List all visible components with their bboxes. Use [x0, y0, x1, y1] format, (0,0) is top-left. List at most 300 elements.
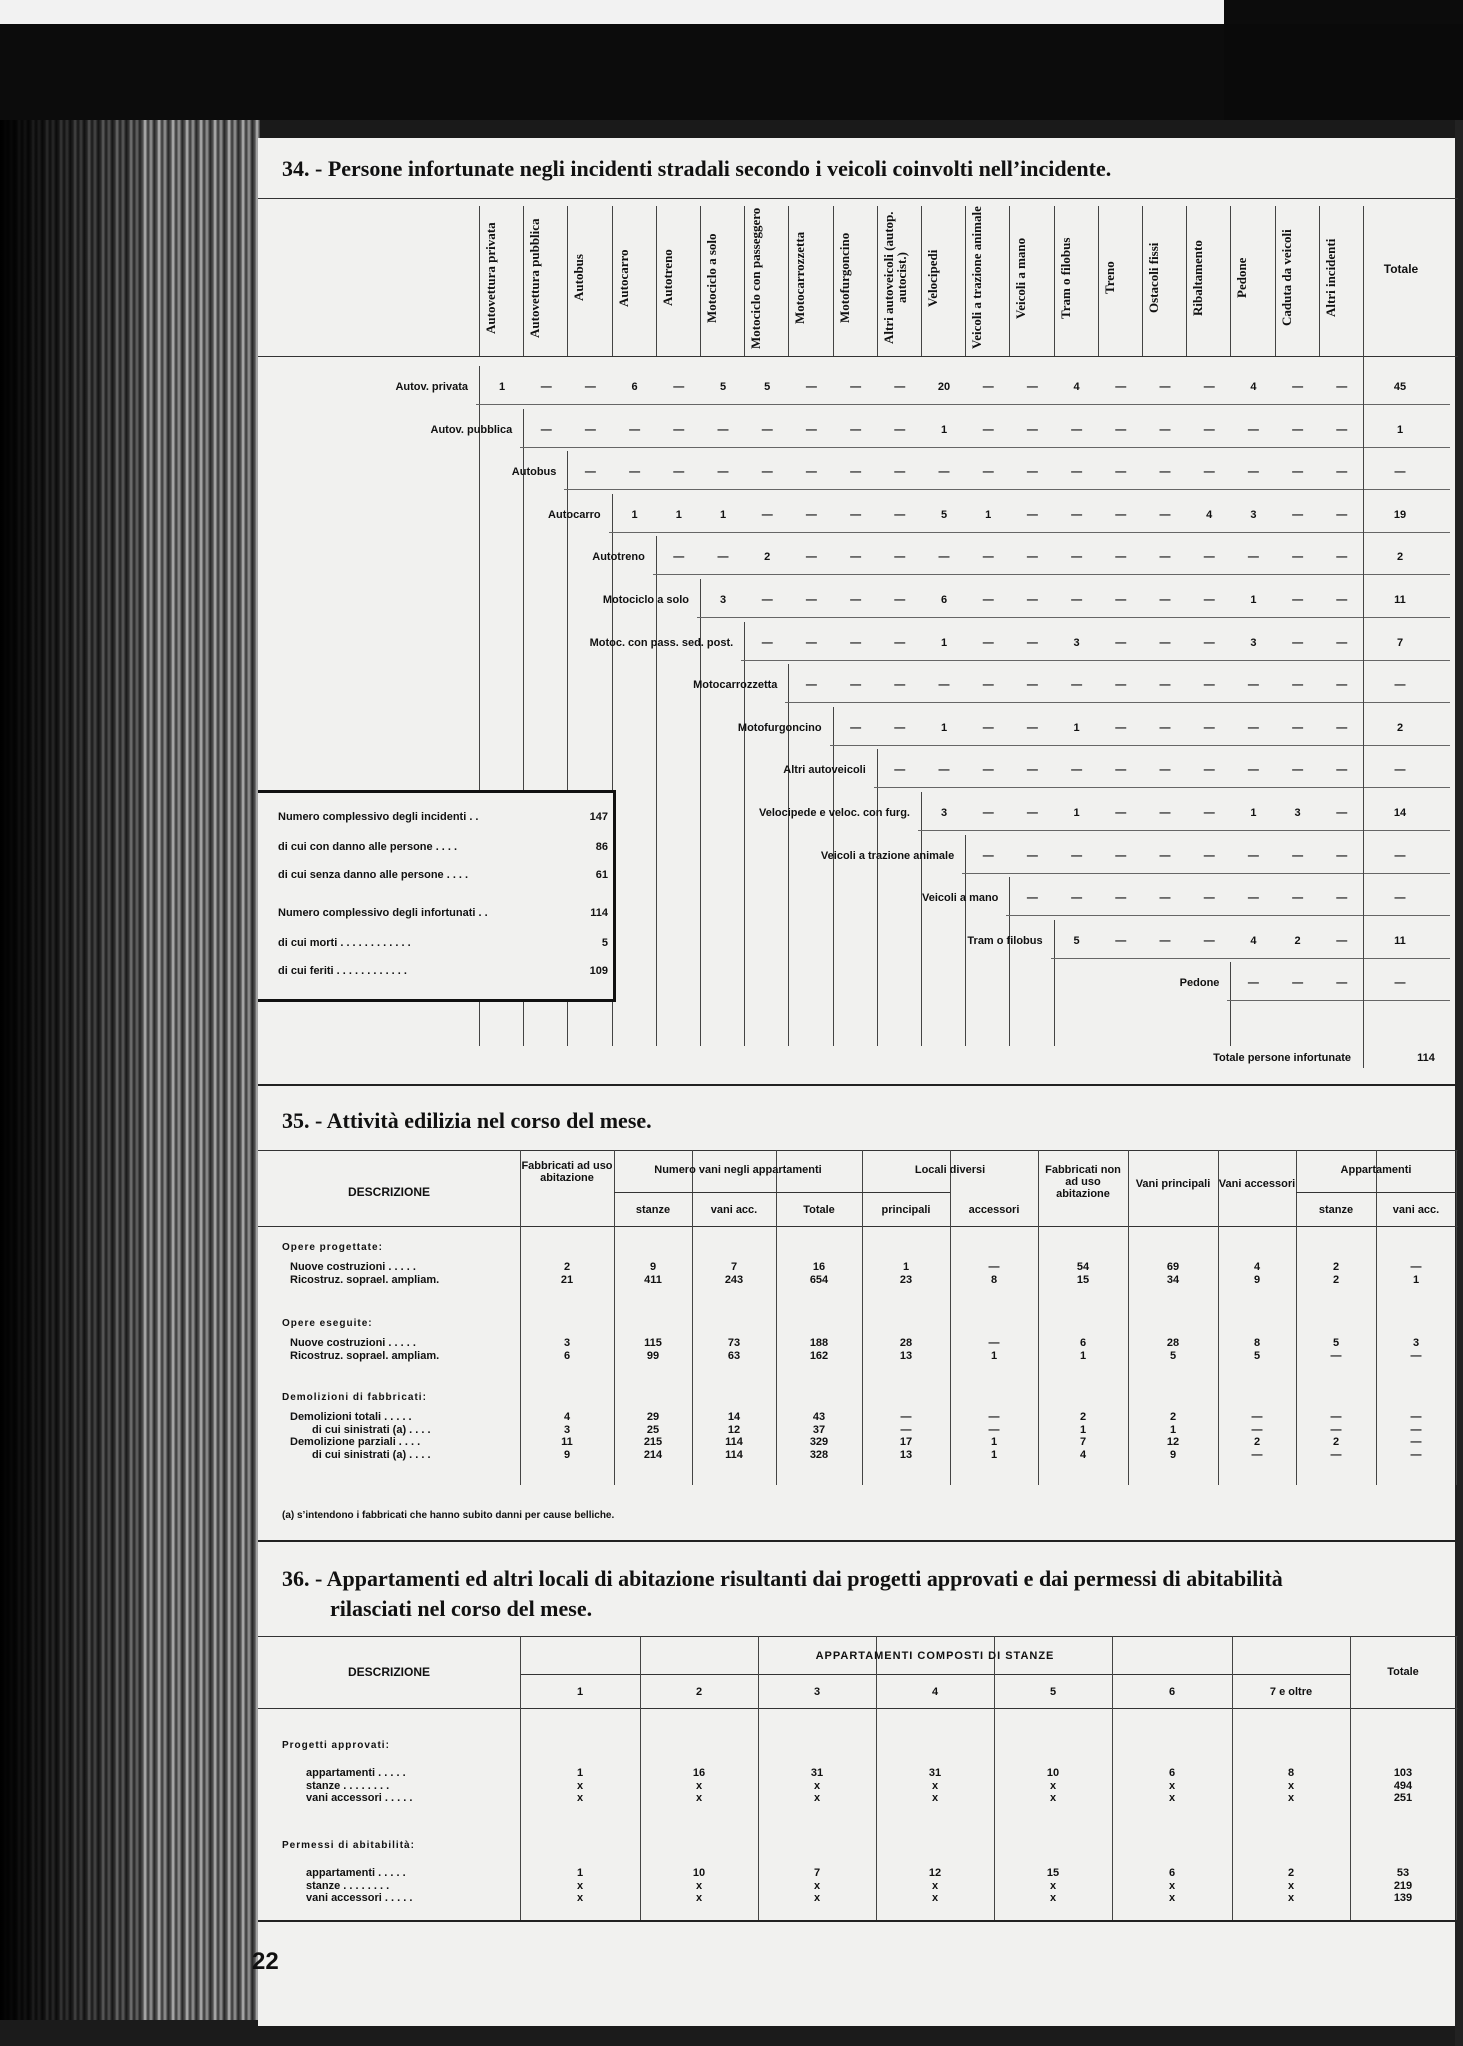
cell: 4	[1079, 1448, 1087, 1461]
cell: —	[1071, 423, 1083, 436]
cell: —	[540, 423, 552, 436]
total-sep	[1363, 356, 1364, 1068]
cell: —	[1410, 1423, 1422, 1436]
cell: —	[717, 423, 729, 436]
cell: 99	[646, 1349, 660, 1362]
row-total: 45	[1393, 381, 1407, 393]
cell: —	[1115, 423, 1127, 436]
row-total: —	[1394, 892, 1406, 905]
row-label-5: Motociclo a solo	[602, 594, 689, 606]
table-34-title: 34. - Persone infortunate negli incidenti stradali secondo i veicoli coinvolti nell’incidente.	[282, 156, 1112, 181]
header-vani-accessori: Vani accessori	[1218, 1178, 1296, 1190]
cell: 329	[809, 1436, 829, 1448]
cell: —	[1336, 721, 1348, 734]
col-sep	[965, 206, 966, 356]
row-label-1: Autov. pubblica	[430, 423, 513, 436]
rule	[258, 1636, 1458, 1637]
cell: x	[1287, 1792, 1295, 1804]
cell: —	[1115, 636, 1127, 649]
cell: 25	[646, 1423, 660, 1436]
cell: —	[1292, 892, 1304, 905]
cell: —	[894, 636, 906, 649]
col-header-8: Motofurgoncino	[836, 232, 852, 324]
cell: —	[1336, 381, 1348, 393]
row-label: Demolizioni totali . . . . .	[290, 1411, 412, 1423]
row-stair	[700, 579, 701, 1046]
summary-label: di cui feriti . . . . . . . . . . . .	[278, 965, 407, 977]
cell: 1	[1079, 1349, 1087, 1362]
header-vani-princ: Vani principali	[1135, 1178, 1211, 1190]
cell: x	[931, 1892, 939, 1904]
header-fabbr-ab: Fabbricati ad uso abitazione	[521, 1160, 613, 1184]
cell: x	[695, 1879, 703, 1892]
cell: —	[1336, 508, 1348, 521]
cell: 188	[809, 1337, 829, 1349]
cell: —	[1247, 551, 1259, 564]
cell: —	[1071, 892, 1083, 905]
cell: 654	[809, 1273, 829, 1286]
cell: 6	[631, 381, 638, 393]
cell: 5	[940, 508, 948, 521]
row-total: 2	[1396, 721, 1404, 734]
cell: 1	[1250, 807, 1257, 819]
cell: 1	[719, 508, 727, 521]
header-stanze: stanze	[635, 1204, 671, 1216]
cell: 13	[899, 1448, 913, 1461]
cell: 5	[764, 381, 771, 393]
cell: 12	[928, 1867, 942, 1879]
cell: 10	[692, 1867, 706, 1879]
cell: 214	[643, 1448, 663, 1461]
cell: 2	[1169, 1411, 1177, 1423]
cell: —	[805, 594, 817, 606]
cell: 15	[1076, 1273, 1090, 1286]
cell: —	[1292, 594, 1304, 606]
cell: 37	[812, 1423, 826, 1436]
header-vani-acc: vani acc.	[710, 1204, 758, 1216]
cell: x	[576, 1892, 584, 1904]
cell: —	[1292, 381, 1304, 393]
cell: 28	[1166, 1337, 1180, 1349]
col-header-2: Autobus	[571, 254, 587, 302]
col-header-4: Autotreno	[659, 249, 675, 307]
cell: 6	[1168, 1867, 1176, 1879]
summary-value: 109	[589, 965, 608, 977]
cell: —	[761, 636, 773, 649]
row-label: Demolizione parziali . . . .	[290, 1436, 421, 1448]
rule	[258, 1920, 1458, 1922]
row-total: 219	[1393, 1879, 1413, 1892]
cell: 3	[1250, 508, 1257, 521]
summary-label: di cui morti . . . . . . . . . . . .	[278, 937, 411, 949]
total-header: Totale	[1383, 262, 1419, 276]
cell: —	[1336, 551, 1348, 564]
row-rule	[741, 660, 1450, 661]
cell: 6	[1079, 1337, 1087, 1349]
cell: —	[1115, 807, 1127, 819]
col-sep	[788, 206, 789, 356]
group-label: Opere progettate:	[282, 1242, 383, 1253]
header-col-2: 3	[813, 1686, 821, 1698]
row-stair	[965, 835, 966, 1046]
col-sep	[833, 206, 834, 356]
cell: x	[695, 1892, 703, 1904]
rule	[258, 1150, 1458, 1151]
header-descr: DESCRIZIONE	[347, 1665, 430, 1679]
col-header-3: Autocarro	[615, 249, 631, 307]
header-col-5: 6	[1168, 1686, 1176, 1698]
group-label: Demolizioni di fabbricati:	[282, 1392, 427, 1403]
cell: 31	[810, 1767, 824, 1779]
row-rule	[609, 532, 1450, 533]
cell: —	[988, 1261, 1000, 1273]
cell: —	[1026, 594, 1038, 606]
cell: —	[805, 466, 817, 479]
cell: 7	[813, 1867, 821, 1879]
row-label-10: Velocipede e veloc. con furg.	[759, 807, 910, 819]
row-total: 7	[1396, 636, 1404, 649]
cell: 9	[563, 1448, 571, 1461]
cell: 1	[1073, 721, 1080, 734]
row-rule	[653, 574, 1450, 575]
row-label-9: Altri autoveicoli	[783, 764, 866, 777]
cell: —	[1292, 721, 1304, 734]
rule	[520, 1674, 1350, 1675]
cell: —	[1336, 636, 1348, 649]
cell: x	[576, 1792, 584, 1804]
cell: —	[1159, 934, 1171, 947]
cell: —	[1410, 1411, 1422, 1423]
cell: —	[1336, 934, 1348, 947]
cell: —	[1026, 679, 1038, 692]
cell: 15	[1046, 1867, 1060, 1879]
cell: —	[717, 466, 729, 479]
cell: —	[1203, 679, 1215, 692]
summary-value: 61	[595, 869, 608, 881]
cell: —	[805, 679, 817, 692]
cell: —	[1292, 977, 1304, 990]
cell: x	[1049, 1892, 1057, 1904]
cell: —	[1336, 764, 1348, 777]
col-header-14: Treno	[1101, 261, 1117, 295]
cell: —	[982, 594, 994, 606]
summary-value: 114	[590, 907, 608, 919]
header-col-3: 4	[931, 1686, 939, 1698]
cell: 14	[727, 1411, 741, 1423]
cell: —	[900, 1423, 912, 1436]
cell: —	[894, 381, 906, 393]
header-num-vani: Numero vani negli appartamenti	[654, 1164, 822, 1176]
cell: —	[1026, 636, 1038, 649]
cell: —	[850, 466, 862, 479]
cell: —	[1247, 849, 1259, 862]
rule	[258, 1226, 1458, 1227]
cell: 13	[899, 1349, 913, 1362]
row-stair	[877, 749, 878, 1046]
cell: 115	[644, 1337, 662, 1349]
cell: x	[576, 1879, 584, 1892]
cell: 1	[675, 508, 682, 521]
cell: —	[1115, 679, 1127, 692]
cell: —	[1115, 508, 1127, 521]
cell: —	[1336, 423, 1348, 436]
cell: —	[1159, 849, 1171, 862]
cell: —	[850, 508, 862, 521]
cell: x	[1049, 1879, 1057, 1892]
row-rule	[830, 745, 1450, 746]
cell: —	[982, 381, 994, 393]
row-label: vani accessori . . . . .	[306, 1792, 413, 1804]
row-label: appartamenti . . . . .	[306, 1767, 406, 1779]
row-total: 2	[1396, 551, 1404, 564]
cell: x	[931, 1792, 939, 1804]
cell: 2	[1332, 1261, 1340, 1273]
cell: —	[1336, 849, 1348, 862]
cell: —	[1115, 381, 1127, 393]
cell: —	[673, 423, 685, 436]
cell: —	[894, 679, 906, 692]
summary-row-5	[278, 965, 608, 977]
cell: 4	[1206, 508, 1213, 521]
cell: 3	[1412, 1337, 1420, 1349]
row-label-7: Motocarrozzetta	[693, 679, 778, 692]
header-app-vani: vani acc.	[1392, 1204, 1440, 1216]
cell: 31	[928, 1767, 942, 1779]
grand-total-value: 114	[1417, 1052, 1435, 1064]
cell: 1	[902, 1261, 910, 1273]
cell: —	[1115, 934, 1127, 947]
group-label: Progetti approvati:	[282, 1740, 390, 1751]
cell: —	[1026, 508, 1038, 521]
cell: x	[813, 1792, 821, 1804]
header-descr: DESCRIZIONE	[347, 1185, 430, 1199]
row-label-11: Veicoli a trazione animale	[820, 849, 955, 862]
cell: 9	[649, 1261, 657, 1273]
row-stair	[656, 536, 657, 1046]
cell: —	[1159, 636, 1171, 649]
cell: —	[894, 551, 906, 564]
header-col-6: 7 e oltre	[1269, 1686, 1313, 1698]
cell: 3	[1073, 636, 1080, 649]
section-divider	[258, 1540, 1458, 1542]
col-sep	[1363, 206, 1364, 356]
col-header-19: Altri incidenti	[1322, 238, 1338, 318]
cell: —	[1026, 807, 1038, 819]
row-label: stanze . . . . . . . .	[306, 1879, 390, 1892]
cell: —	[1292, 679, 1304, 692]
cell: —	[1159, 466, 1171, 479]
col-header-13: Tram o filobus	[1057, 237, 1073, 319]
cell: 1	[498, 381, 506, 393]
cell: 1	[1073, 807, 1080, 819]
col-sep	[1230, 206, 1231, 356]
cell: —	[982, 423, 994, 436]
cell: —	[1247, 892, 1259, 905]
cell: 34	[1166, 1273, 1180, 1286]
cell: 114	[725, 1448, 743, 1461]
cell: —	[1026, 849, 1038, 862]
cell: —	[673, 381, 685, 393]
header-col-4: 5	[1049, 1686, 1057, 1698]
row-label: Ricostruz. soprael. ampliam.	[290, 1349, 440, 1362]
cell: 7	[730, 1261, 738, 1273]
cell: 11	[561, 1436, 573, 1448]
cell: —	[1292, 508, 1304, 521]
row-stair	[833, 707, 834, 1046]
cell: —	[1203, 807, 1215, 819]
cell: —	[982, 551, 994, 564]
cell: —	[850, 594, 862, 606]
row-total: 494	[1393, 1779, 1413, 1792]
cell: —	[1026, 551, 1038, 564]
col-sep	[479, 206, 480, 356]
summary-row-1	[278, 841, 608, 853]
cell: —	[1336, 977, 1348, 990]
col-header-18: Caduta da veicoli	[1278, 229, 1294, 327]
cell: 4	[1253, 1261, 1261, 1273]
col-sep	[744, 206, 745, 356]
table-36-title-line1: 36. - Appartamenti ed altri locali di abitazione risultanti dai progetti approvati e dai permessi di abitabilità	[282, 1566, 1283, 1591]
cell: —	[1115, 551, 1127, 564]
rule	[1296, 1192, 1456, 1193]
row-rule	[520, 447, 1450, 448]
cell: 1	[1169, 1423, 1177, 1436]
cell: 63	[727, 1349, 741, 1362]
row-rule	[1006, 915, 1450, 916]
cell: —	[1292, 636, 1304, 649]
row-label-6: Motoc. con pass. sed. post.	[589, 636, 734, 649]
cell: —	[1071, 594, 1083, 606]
row-total: —	[1394, 849, 1406, 862]
cell: 6	[940, 594, 948, 606]
cell: —	[629, 466, 641, 479]
col-sep	[1319, 206, 1320, 356]
cell: —	[805, 423, 817, 436]
cell: —	[988, 1423, 1000, 1436]
cell: 12	[727, 1423, 741, 1436]
cell: 8	[1253, 1337, 1261, 1349]
cell: x	[576, 1779, 584, 1792]
cell: —	[1410, 1436, 1422, 1448]
cell: 114	[725, 1436, 743, 1448]
cell: —	[1247, 721, 1259, 734]
cell: —	[850, 679, 862, 692]
row-label: Ricostruz. soprael. ampliam.	[290, 1273, 440, 1286]
cell: —	[1159, 764, 1171, 777]
row-total: 139	[1393, 1892, 1413, 1904]
cell: —	[988, 1411, 1000, 1423]
cell: 243	[724, 1273, 744, 1286]
cell: —	[1247, 764, 1259, 777]
row-label: Nuove costruzioni . . . . .	[290, 1337, 416, 1349]
cell: 1	[940, 721, 948, 734]
row-rule	[785, 702, 1450, 703]
cell: —	[1203, 381, 1215, 393]
cell: 4	[563, 1411, 571, 1423]
header-appartamenti: Appartamenti	[1340, 1164, 1412, 1176]
row-label-13: Tram o filobus	[967, 934, 1043, 947]
cell: —	[1026, 721, 1038, 734]
cell: —	[1292, 849, 1304, 862]
col-sep	[921, 206, 922, 356]
cell: —	[982, 636, 994, 649]
row-total: 11	[1394, 594, 1406, 606]
cell: x	[1287, 1879, 1295, 1892]
row-rule	[1051, 958, 1450, 959]
cell: —	[1292, 764, 1304, 777]
cell: —	[1159, 508, 1171, 521]
col-header-11: Veicoli a trazione animale	[969, 206, 985, 350]
cell: —	[629, 423, 641, 436]
cell: —	[1071, 466, 1083, 479]
rule	[258, 198, 1458, 199]
group-label: Opere eseguite:	[282, 1318, 373, 1329]
cell: —	[1159, 721, 1171, 734]
cell: —	[1026, 892, 1038, 905]
table-36-title-line2: rilasciati nel corso del mese.	[330, 1596, 593, 1621]
cell: —	[805, 636, 817, 649]
cell: —	[1071, 679, 1083, 692]
cell: —	[1115, 721, 1127, 734]
cell: 1	[576, 1867, 584, 1879]
cell: 2	[764, 551, 771, 564]
header-totale: Totale	[1387, 1666, 1419, 1678]
cell: 3	[1250, 636, 1257, 649]
cell: —	[1203, 849, 1215, 862]
cell: —	[1336, 466, 1348, 479]
cell: —	[1159, 594, 1171, 606]
cell: 1	[940, 423, 948, 436]
cell: —	[1203, 934, 1215, 947]
cell: —	[540, 381, 552, 393]
cell: —	[761, 508, 773, 521]
cell: —	[1071, 764, 1083, 777]
cell: —	[1336, 679, 1348, 692]
cell: x	[813, 1892, 821, 1904]
cell: 10	[1046, 1767, 1060, 1779]
cell: 17	[899, 1436, 913, 1448]
cell: —	[850, 423, 862, 436]
cell: —	[1247, 679, 1259, 692]
cell: 29	[646, 1411, 660, 1423]
cell: —	[1026, 764, 1038, 777]
row-rule	[1227, 1000, 1450, 1001]
row-total: 1	[1396, 423, 1404, 436]
cell: 54	[1076, 1261, 1090, 1273]
cell: 5	[1332, 1337, 1340, 1349]
header-col-1: 2	[695, 1686, 703, 1698]
cell: —	[1251, 1448, 1263, 1461]
row-label-3: Autocarro	[548, 508, 601, 521]
cell: x	[1168, 1792, 1176, 1804]
row-rule	[476, 404, 1450, 405]
cell: 2	[1253, 1436, 1261, 1448]
cell: —	[1292, 423, 1304, 436]
row-rule	[918, 830, 1450, 831]
row-label-4: Autotreno	[592, 551, 645, 564]
cell: —	[1247, 423, 1259, 436]
col-header-5: Motociclo a solo	[704, 233, 719, 323]
header-accessori: accessori	[968, 1204, 1020, 1216]
summary-label: di cui con danno alle persone . . . .	[278, 841, 458, 853]
cell: 20	[937, 381, 951, 393]
cell: —	[982, 679, 994, 692]
cell: —	[1159, 892, 1171, 905]
cell: 2	[1079, 1411, 1087, 1423]
col-sep	[700, 206, 701, 356]
row-label: di cui sinistrati (a) . . . .	[312, 1423, 431, 1436]
col-sep	[1186, 206, 1187, 356]
